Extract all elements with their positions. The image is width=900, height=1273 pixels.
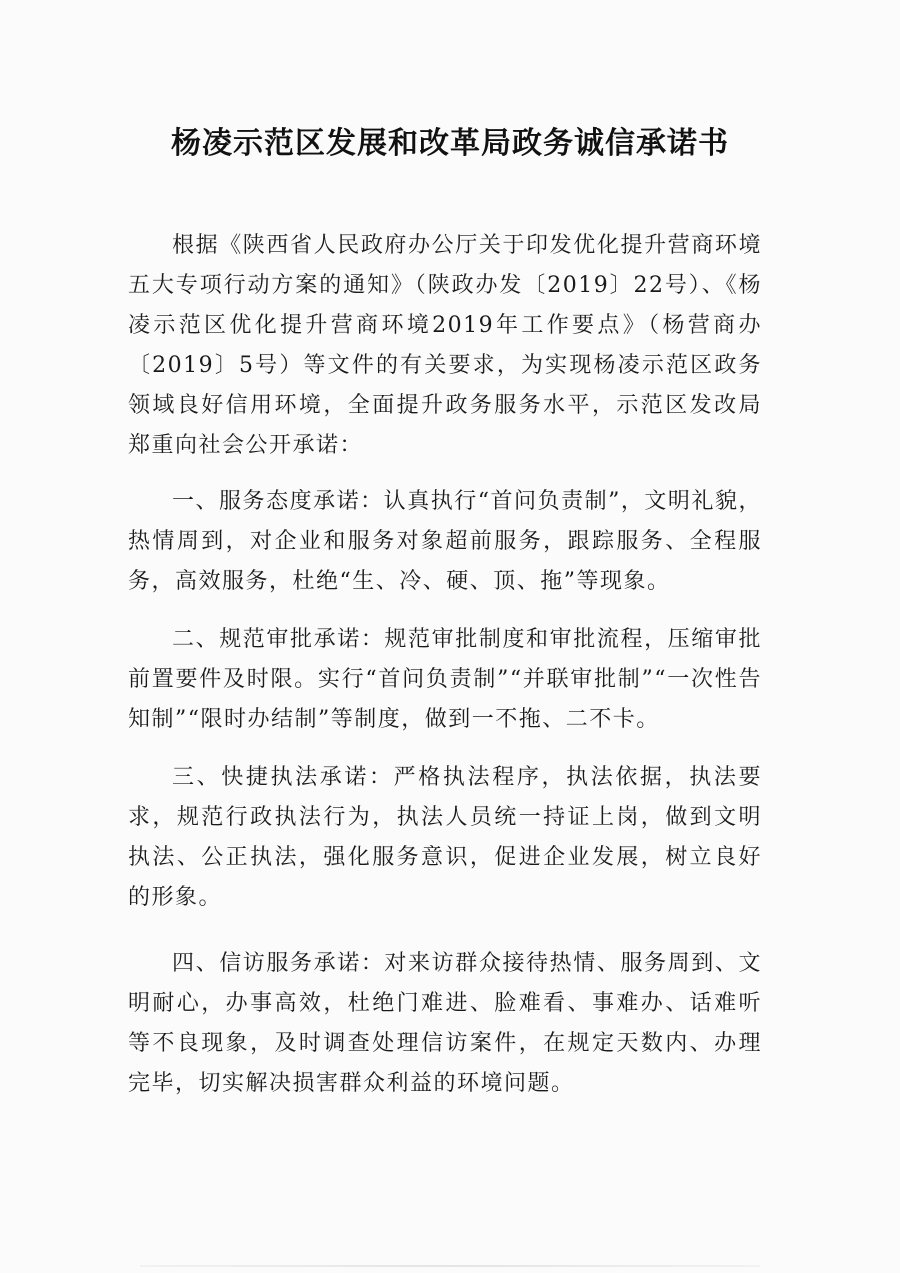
paragraph-intro: 根据《陕西省人民政府办公厅关于印发优化提升营商环境五大专项行动方案的通知》（陕政办发〔2019〕22号）、《杨凌示范区优化提升营商环境2019年工作要点》（杨营商办〔2019〕5号）等文件的有关要求，为实现杨凌示范区政务领域良好信用环境，全面提升政务服务水平，示范区发改局郑重向社会公开承诺： xyxy=(128,233,762,458)
paragraph-approval: 二、规范审批承诺：规范审批制度和审批流程，压缩审批前置要件及时限。实行“首问负责制”“并联审批制”“一次性告知制”“限时办结制”等制度，做到一不拖、二不卡。 xyxy=(128,627,762,732)
paragraph-petition-service: 四、信访服务承诺：对来访群众接待热情、服务周到、文明耐心，办事高效，杜绝门难进、脸难看、事难办、话难听等不良现象，及时调查处理信访案件，在规定天数内、办理完毕，切实解决损害群众利益的环境问题。 xyxy=(128,951,762,1096)
document-title: 杨凌示范区发展和改革局政务诚信承诺书 xyxy=(171,126,729,161)
paragraph-service-attitude: 一、服务态度承诺：认真执行“首问负责制”，文明礼貌，热情周到，对企业和服务对象超前服务，跟踪服务、全程服务，高效服务，杜绝“生、冷、硬、顶、拖”等现象。 xyxy=(128,489,762,594)
paragraph-law-enforcement: 三、快捷执法承诺：严格执法程序，执法依据，执法要求，规范行政执法行为，执法人员统一持证上岗，做到文明执法、公正执法，强化服务意识，促进企业发展，树立良好的形象。 xyxy=(128,765,762,910)
document-body xyxy=(128,226,762,1122)
scan-edge-line xyxy=(140,1265,760,1267)
